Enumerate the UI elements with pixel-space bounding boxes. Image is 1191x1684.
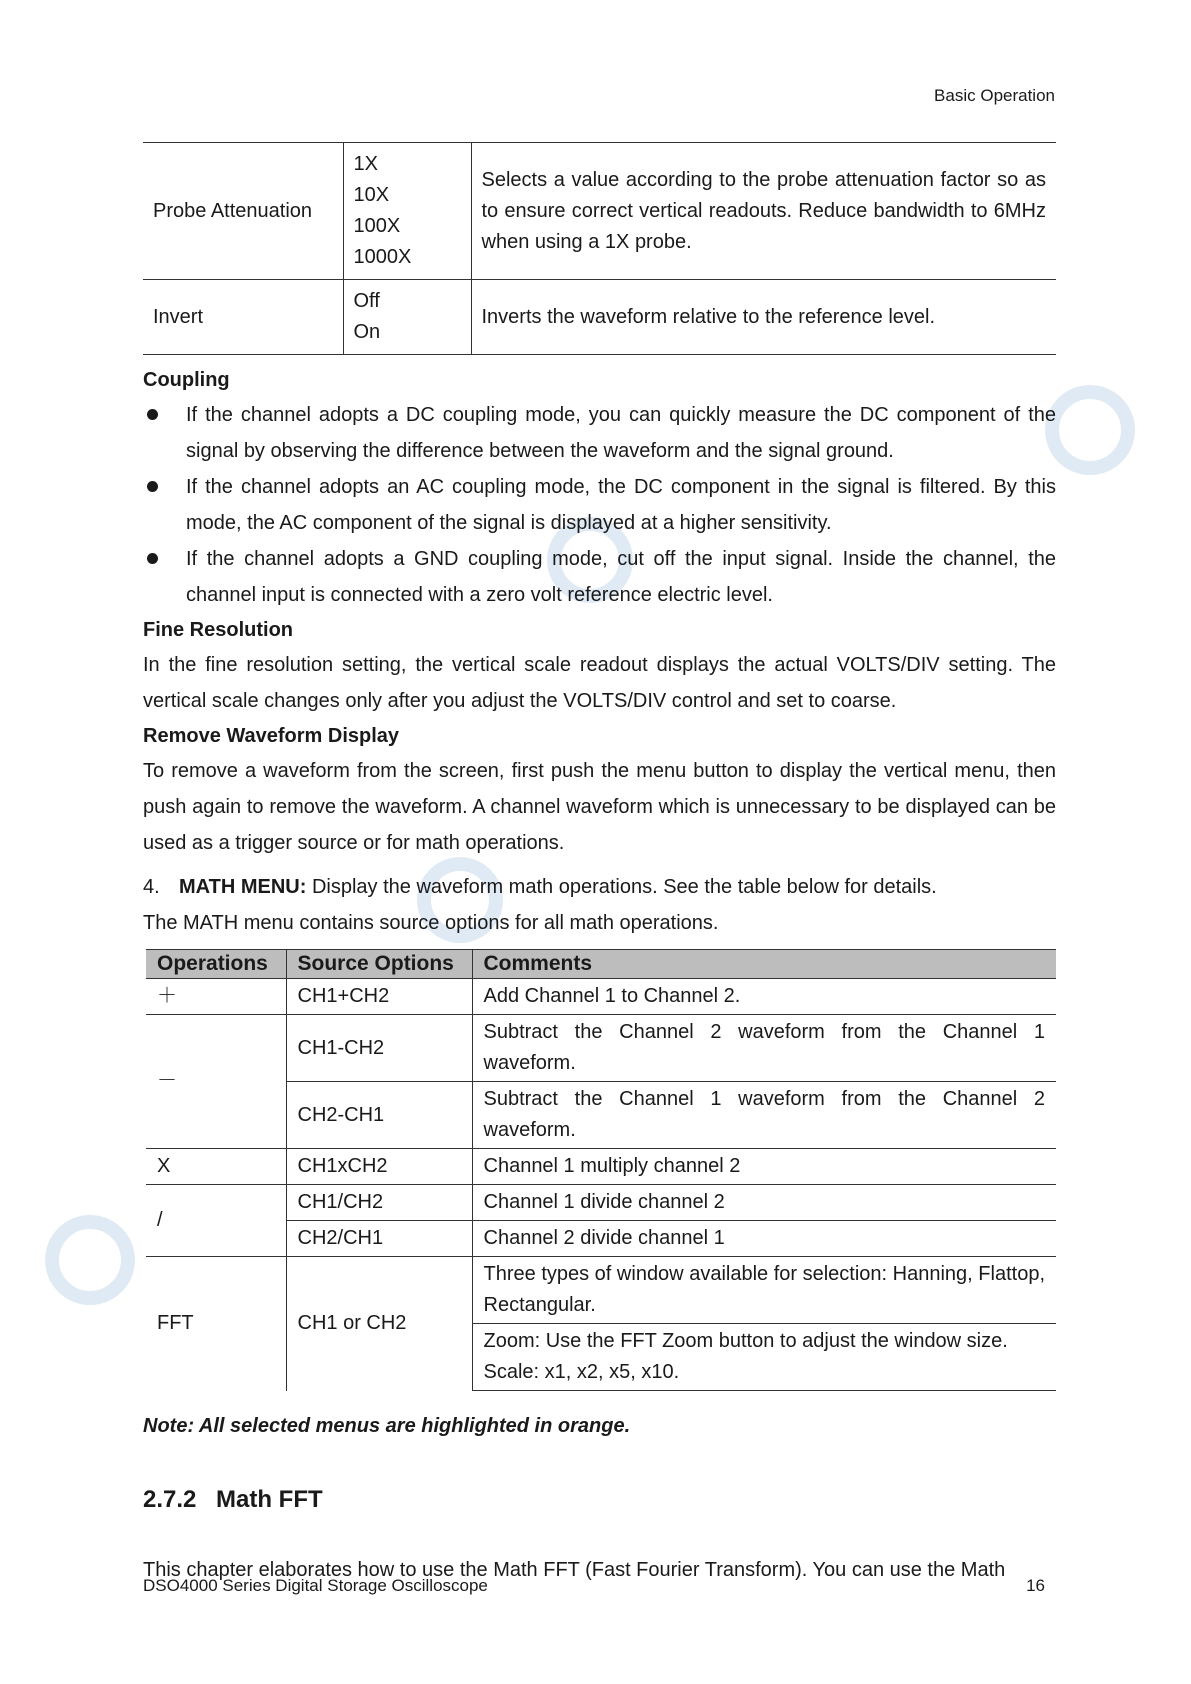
source-cell: CH1/CH2 xyxy=(286,1185,472,1221)
option: 100X xyxy=(353,215,401,237)
column-header: Source Options xyxy=(286,950,472,979)
bullet-icon xyxy=(147,481,158,492)
source-cell: CH1-CH2 xyxy=(286,1015,472,1082)
fine-resolution-heading: Fine Resolution xyxy=(143,619,293,641)
page-number: 16 xyxy=(1026,1576,1045,1595)
vertical-menu-table xyxy=(143,142,1056,355)
step-number: 4. xyxy=(143,876,160,898)
list-item-text: If the channel adopts a DC coupling mode, you can quickly measure the DC component of the signal by observing the difference between the waveform and the signal ground. xyxy=(186,404,1056,462)
page-content xyxy=(143,142,1056,1588)
operation-cell: FFT xyxy=(146,1257,286,1391)
option: Off xyxy=(353,290,380,312)
coupling-list xyxy=(143,397,1056,613)
footer-doc-title: DSO4000 Series Digital Storage Oscilloscope xyxy=(143,1576,488,1595)
math-menu-step xyxy=(143,869,1056,905)
comment-cell: Channel 2 divide channel 1 xyxy=(472,1221,1056,1257)
fine-resolution-text: In the fine resolution setting, the vertical scale readout displays the actual VOLTS/DIV setting. The vertical scale changes only after you adjust the VOLTS/DIV control and set to coarse. xyxy=(143,654,1056,712)
operation-cell: ＋ xyxy=(146,979,286,1015)
table-row xyxy=(146,979,1056,1015)
bullet-icon xyxy=(147,409,158,420)
menu-name: Probe Attenuation xyxy=(153,199,313,222)
table-row xyxy=(146,1149,1056,1185)
step-text: Display the waveform math operations. See the table below for details. xyxy=(306,876,937,898)
running-header: Basic Operation xyxy=(934,86,1055,105)
comment-cell: Subtract the Channel 1 waveform from the Channel 2 waveform. xyxy=(472,1082,1056,1149)
operation-cell: X xyxy=(146,1149,286,1185)
bullet-icon xyxy=(147,553,158,564)
remove-waveform-heading: Remove Waveform Display xyxy=(143,725,400,747)
remove-waveform-text: To remove a waveform from the screen, first push the menu button to display the vertical menu, then push again to remove the waveform. A channel waveform which is unnecessary to be displayed can be used as a trigger source or for math operations. xyxy=(143,760,1056,854)
operation-cell: － xyxy=(146,1015,286,1149)
list-item-text: If the channel adopts an AC coupling mode, the DC component in the signal is filtered. By this mode, the AC component of the signal is displayed at a higher sensitivity. xyxy=(186,476,1056,534)
section-heading xyxy=(143,1486,1056,1514)
column-header: Operations xyxy=(146,950,286,979)
source-cell: CH1+CH2 xyxy=(286,979,472,1015)
list-item xyxy=(143,397,1056,469)
math-intro: The MATH menu contains source options for all math operations. xyxy=(143,912,719,934)
table-header-row xyxy=(146,950,1056,979)
comment-cell: Subtract the Channel 2 waveform from the Channel 1 waveform. xyxy=(472,1015,1056,1082)
option: 1000X xyxy=(353,246,412,268)
option: 1X xyxy=(353,153,378,175)
list-item xyxy=(143,541,1056,613)
column-header: Comments xyxy=(472,950,1056,979)
section-intro-text: This chapter elaborates how to use the Math FFT (Fast Fourier Transform). You can use the Math xyxy=(143,1559,1006,1581)
comment-cell: Add Channel 1 to Channel 2. xyxy=(472,979,1056,1015)
section-number: 2.7.2 xyxy=(143,1486,197,1513)
option: On xyxy=(353,321,381,343)
math-operations-table xyxy=(146,949,1056,1391)
menu-description: Selects a value according to the probe attenuation factor so as to ensure correct vertical readouts. Reduce bandwidth to 6MHz when using a 1X probe. xyxy=(471,143,1056,280)
option: 10X xyxy=(353,184,390,206)
list-item xyxy=(143,469,1056,541)
note-text: Note: All selected menus are highlighted in orange. xyxy=(143,1415,631,1437)
source-cell: CH1xCH2 xyxy=(286,1149,472,1185)
section-title: Math FFT xyxy=(216,1486,323,1513)
operation-cell: / xyxy=(146,1185,286,1257)
list-item-text: If the channel adopts a GND coupling mode, cut off the input signal. Inside the channel, the channel input is connected with a zero volt reference electric level. xyxy=(186,548,1056,606)
menu-description: Inverts the waveform relative to the reference level. xyxy=(471,280,1056,355)
table-row xyxy=(146,1257,1056,1324)
step-label: MATH MENU: xyxy=(179,876,307,898)
comment-cell: Channel 1 divide channel 2 xyxy=(472,1185,1056,1221)
table-row xyxy=(143,143,1056,280)
comment-cell: Zoom: Use the FFT Zoom button to adjust the window size. Scale: x1, x2, x5, x10. xyxy=(472,1324,1056,1391)
source-cell: CH1 or CH2 xyxy=(286,1257,472,1391)
source-cell: CH2-CH1 xyxy=(286,1082,472,1149)
menu-name: Invert xyxy=(143,280,343,355)
menu-options xyxy=(343,280,471,355)
coupling-heading: Coupling xyxy=(143,369,230,391)
table-row xyxy=(146,1185,1056,1221)
table-row xyxy=(146,1015,1056,1082)
comment-cell: Three types of window available for selection: Hanning, Flattop, Rectangular. xyxy=(472,1257,1056,1324)
menu-options xyxy=(343,143,471,280)
comment-cell: Channel 1 multiply channel 2 xyxy=(472,1149,1056,1185)
source-cell: CH2/CH1 xyxy=(286,1221,472,1257)
table-row xyxy=(143,280,1056,355)
